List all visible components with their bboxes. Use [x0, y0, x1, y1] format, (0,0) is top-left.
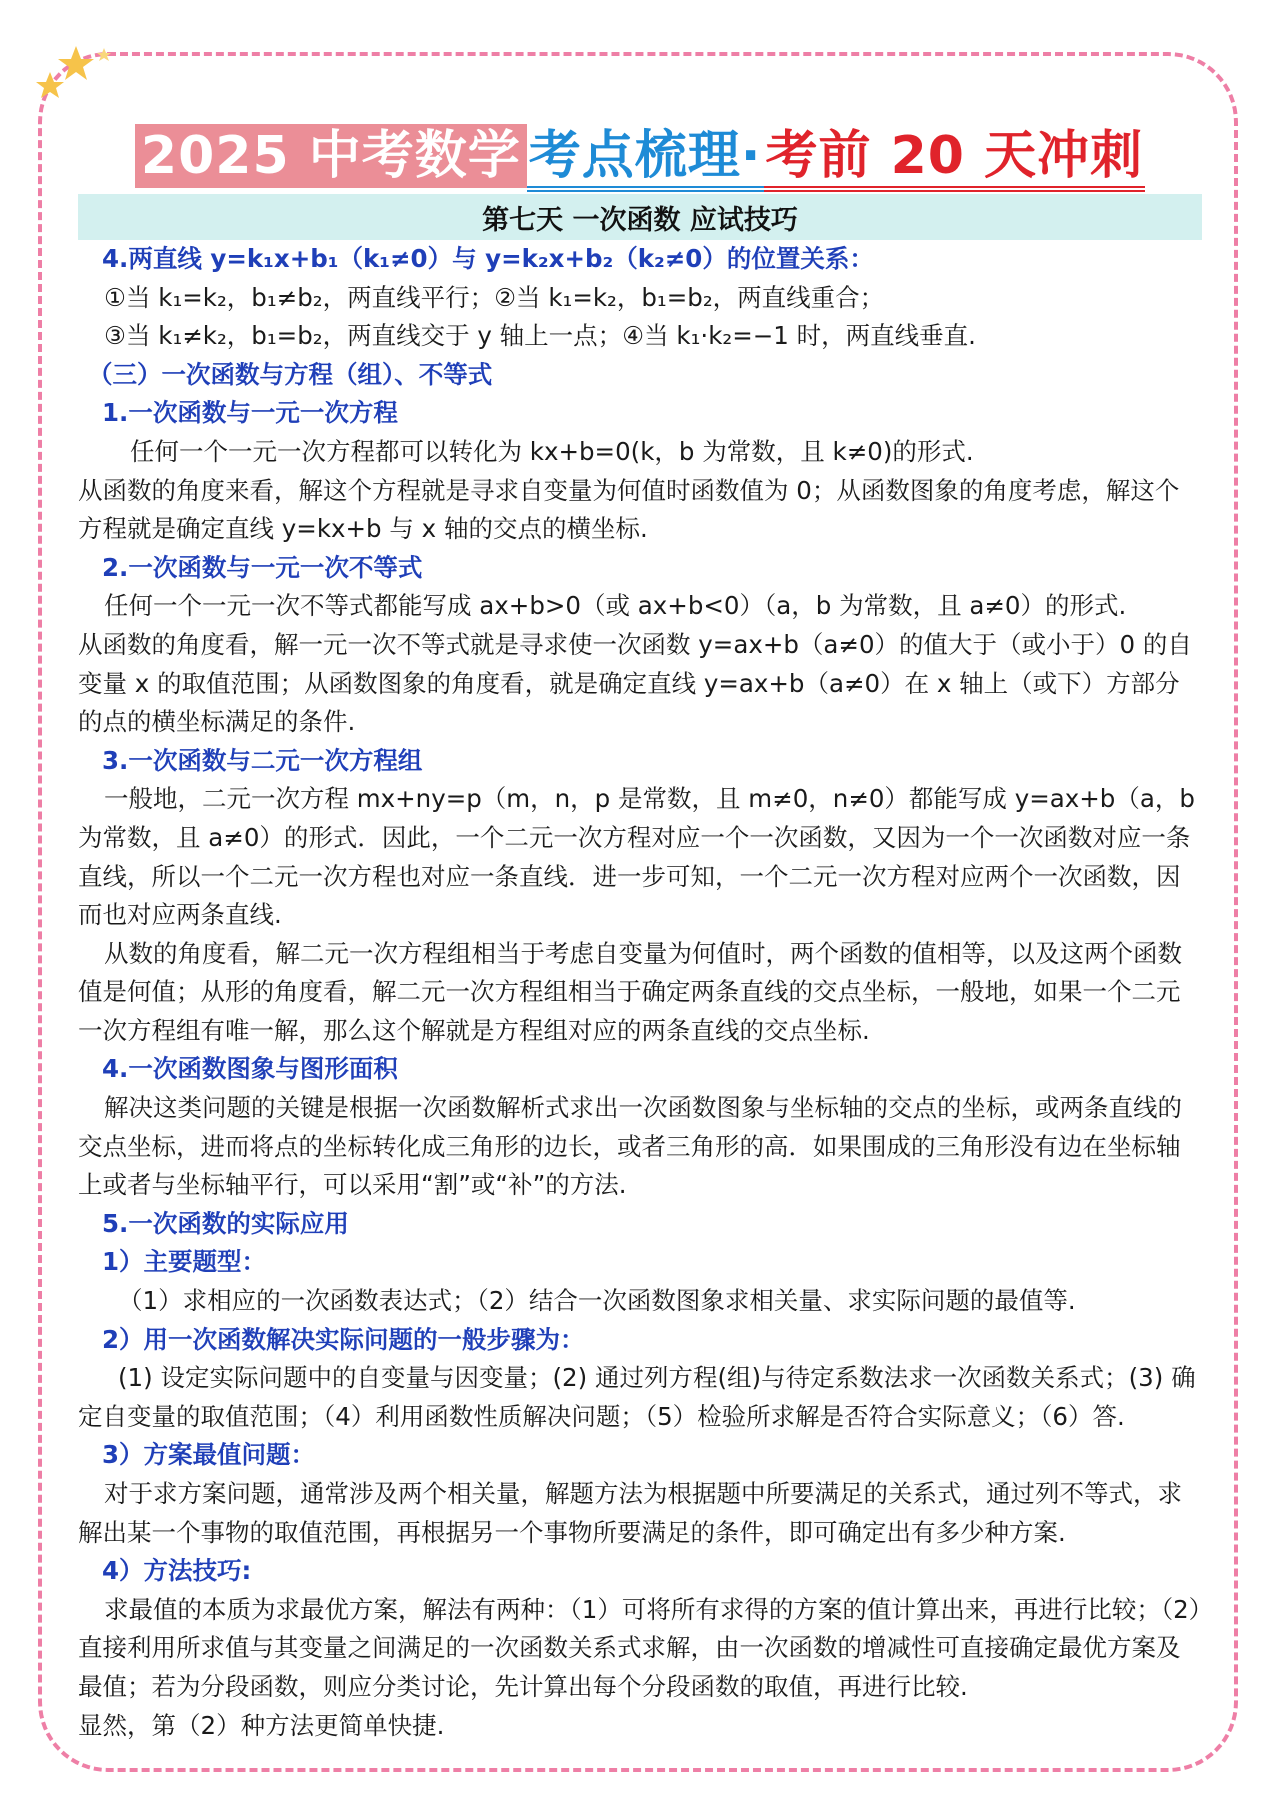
- heading-line-relations: 4.两直线 y=k₁x+b₁（k₁≠0）与 y=k₂x+b₂（k₂≠0）的位置关系：: [102, 244, 874, 273]
- heading-2: 2.一次函数与一元一次不等式: [102, 552, 423, 582]
- title-part-1: 2025 中考数学: [135, 124, 527, 188]
- paragraph-3a: 一般地，二元一次方程 mx+ny=p（m，n，p 是常数，且 m≠0，n≠0）都能写成 y=ax+b（a，b 为常数，且 a≠0）的形式．因此，一个二元一次方程对应一个一次函数，又因为一个一次函数对应一条直线，所以一个二元一次方程也对应一条直线．进一步可知，一个二元一次方程对应两个一次函数，因而也对应两条直线.: [78, 784, 1195, 930]
- paragraph-5-3: 对于求方案问题，通常涉及两个相关量，解题方法为根据题中所要满足的关系式，通过列不等式，求解出某一个事物的取值范围，再根据另一个事物所要满足的条件，即可确定出有多少种方案.: [78, 1479, 1182, 1547]
- heading-5: 5.一次函数的实际应用: [102, 1208, 349, 1238]
- title-area: [0, 108, 1280, 192]
- paragraph-3b: 从数的角度看，解二元一次方程组相当于考虑自变量为何值时，两个函数的值相等，以及这两个函数值是何值；从形的角度看，解二元一次方程组相当于确定两条直线的交点坐标，一般地，如果一个二元一次方程组有唯一解，那么这个解就是方程组对应的两条直线的交点坐标.: [78, 938, 1182, 1045]
- paragraph-5-2: (1) 设定实际问题中的自变量与因变量；(2) 通过列方程(组)与待定系数法求一次函数关系式；(3) 确定自变量的取值范围；（4）利用函数性质解决问题；（5）检验所求解是否符合实际意义；（6）答.: [78, 1363, 1196, 1431]
- paragraph-2b: 从函数的角度看，解一元一次不等式就是寻求使一次函数 y=ax+b（a≠0）的值大于（或小于）0 的自变量 x 的取值范围；从函数图象的角度看，就是确定直线 y=ax+b（a≠0）在 x 轴上（或下）方部分的点的横坐标满足的条件.: [78, 629, 1192, 737]
- subtitle: 第七天 一次函数 应试技巧: [482, 204, 798, 236]
- title-part-3: 考前 20 天冲刺: [764, 126, 1146, 192]
- content: [78, 240, 1202, 1745]
- heading-3: 3.一次函数与二元一次方程组: [102, 745, 423, 775]
- paragraph-2a: 任何一个一元一次不等式都能写成 ax+b>0（或 ax+b<0）（a，b 为常数，且 a≠0）的形式.: [104, 591, 1127, 621]
- paragraph-5-4b: 显然，第（2）种方法更简单快捷.: [78, 1710, 445, 1740]
- subtitle-bar: [78, 194, 1202, 240]
- star-icon: [36, 44, 116, 114]
- paragraph-5-4a: 求最值的本质为求最优方案，解法有两种：（1）可将所有求得的方案的值计算出来，再进行比较；（2）直接利用所求值与其变量之间满足的一次函数关系式求解，由一次函数的增减性可直接确定最优方案及最值；若为分段函数，则应分类讨论，先计算出每个分段函数的取值，再进行比较.: [78, 1594, 1201, 1701]
- line-relations-2: ③当 k₁≠k₂，b₁=b₂，两直线交于 y 轴上一点；④当 k₁·k₂=−1 时，两直线垂直.: [104, 321, 976, 351]
- heading-1: 1.一次函数与一元一次方程: [102, 398, 398, 428]
- paragraph-1b: 从函数的角度来看，解这个方程就是寻求自变量为何值时函数值为 0；从函数图象的角度考虑，解这个方程就是确定直线 y=kx+b 与 x 轴的交点的横坐标.: [78, 475, 1180, 544]
- paragraph-1a: 任何一个一元一次方程都可以转化为 kx+b=0(k，b 为常数，且 k≠0)的形式.: [130, 436, 974, 466]
- heading-5-4: 4）方法技巧:: [102, 1556, 252, 1586]
- page-title: [135, 113, 1145, 188]
- line-relations-1: ①当 k₁=k₂，b₁≠b₂，两直线平行；②当 k₁=k₂，b₁=b₂，两直线重合；: [104, 282, 885, 312]
- paragraph-5-1: （1）求相应的一次函数表达式；（2）结合一次函数图象求相关量、求实际问题的最值等.: [118, 1286, 1076, 1316]
- title-part-2: 考点梳理·: [527, 126, 764, 192]
- heading-5-1: 1）主要题型：: [102, 1247, 267, 1277]
- heading-5-3: 3）方案最值问题：: [102, 1440, 316, 1470]
- paragraph-4: 解决这类问题的关键是根据一次函数解析式求出一次函数图象与坐标轴的交点的坐标，或两条直线的交点坐标，进而将点的坐标转化成三角形的边长，或者三角形的高．如果围成的三角形没有边在坐标轴上或者与坐标轴平行，可以采用“割”或“补”的方法.: [78, 1093, 1182, 1200]
- heading-4: 4.一次函数图象与图形面积: [102, 1054, 398, 1084]
- heading-5-2: 2）用一次函数解决实际问题的一般步骤为：: [102, 1324, 585, 1354]
- section-heading-3: （三）一次函数与方程（组）、不等式: [88, 359, 493, 389]
